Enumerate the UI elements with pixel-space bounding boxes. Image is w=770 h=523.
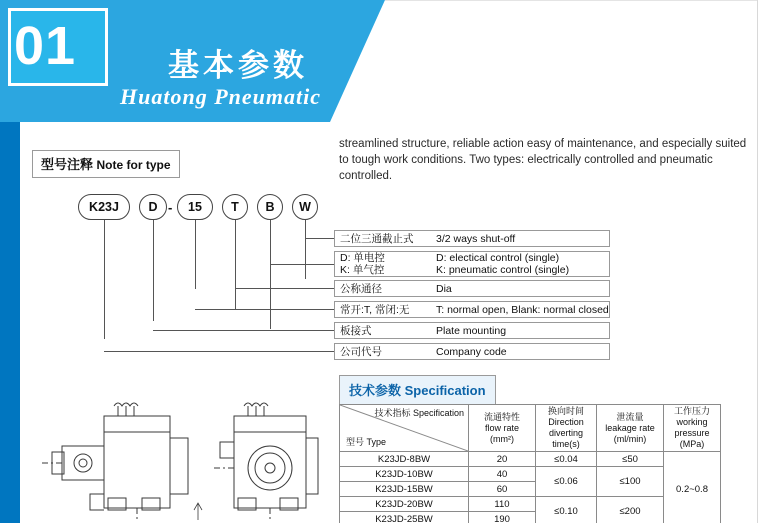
col-pressure-unit: (MPa) xyxy=(679,439,705,449)
openclose-desc-en: T: normal open, Blank: normal closed xyxy=(436,303,609,316)
leader-vline-1 xyxy=(104,220,105,339)
cell-leak: ≤50 xyxy=(597,452,664,467)
cell-time: ≤0.10 xyxy=(536,497,597,523)
cell-leak: ≤200 xyxy=(597,497,664,523)
leader-hline-5 xyxy=(153,330,334,331)
note-heading-en: Note for type xyxy=(96,158,171,172)
leader-hline-2 xyxy=(270,264,334,265)
leader-hline-6 xyxy=(104,351,334,352)
header-banner xyxy=(0,0,385,122)
leader-hline-1 xyxy=(305,238,334,239)
specification-table xyxy=(339,404,721,523)
col-leak-unit: (ml/min) xyxy=(613,433,647,444)
product-technical-drawing xyxy=(22,398,322,523)
code-box-dia: 15 xyxy=(177,194,213,220)
cell-type: K23JD-20BW xyxy=(340,497,469,512)
leader-vline-6 xyxy=(305,220,306,279)
cell-type: K23JD-10BW xyxy=(340,467,469,482)
col-flow-en: flow rate xyxy=(484,422,519,433)
code-box-series: K23J xyxy=(78,194,130,220)
type-desc-cn: 二位三通截止式 xyxy=(340,233,414,245)
cell-type: K23JD-25BW xyxy=(340,512,469,523)
dia-desc-en: Dia xyxy=(436,282,452,295)
corner-type-label: 型号 Type xyxy=(346,437,387,447)
banner-title: 基本参数 xyxy=(168,48,308,83)
table-row xyxy=(340,452,721,467)
col-flow-unit: (mm²) xyxy=(490,433,514,444)
col-flow-cn: 流通特性 xyxy=(483,411,520,422)
openclose-desc-cn: 常开:T, 常闭:无 xyxy=(340,304,410,316)
leader-hline-4 xyxy=(195,309,334,310)
leader-vline-2 xyxy=(153,220,154,321)
note-for-type-heading xyxy=(32,150,180,178)
code-box-mounting: B xyxy=(257,194,283,220)
spec-heading-cn: 技术参数 xyxy=(349,383,402,398)
company-desc-cn: 公司代号 xyxy=(340,346,382,358)
type-desc-row xyxy=(334,322,610,339)
banner-subtitle: Huatong Pneumatic xyxy=(120,84,321,109)
code-box-normal-open: T xyxy=(222,194,248,220)
type-desc-row xyxy=(334,301,610,318)
type-desc-row xyxy=(334,343,610,360)
type-desc-row xyxy=(334,230,610,247)
col-time-en: Direction diverting xyxy=(548,417,584,438)
mounting-desc-en: Plate mounting xyxy=(436,324,507,337)
valve-drawing-icon xyxy=(22,398,322,523)
table-corner-cell xyxy=(340,405,469,452)
col-diverting-time xyxy=(536,405,597,452)
right-divider xyxy=(757,0,758,523)
table-row xyxy=(340,497,721,512)
control-desc-cn-1: D: 单电控 xyxy=(340,252,385,264)
leader-vline-4 xyxy=(235,220,236,309)
cell-type: K23JD-8BW xyxy=(340,452,469,467)
cell-time: ≤0.06 xyxy=(536,467,597,497)
col-pressure-cn: 工作压力 xyxy=(673,406,710,416)
leader-hline-3 xyxy=(235,288,334,289)
corner-spec-label: 技术指标 Specification xyxy=(374,408,464,418)
company-desc-en: Company code xyxy=(436,345,507,358)
specification-heading xyxy=(339,375,496,405)
leader-vline-3 xyxy=(195,220,196,289)
type-desc-row xyxy=(334,251,610,277)
col-leakage-rate xyxy=(597,405,664,452)
control-desc-en-2: K: pneumatic control (single) xyxy=(436,264,570,276)
col-leak-cn: 泄流量 xyxy=(616,411,644,422)
type-desc-en: 3/2 ways shut-off xyxy=(436,232,516,245)
cell-flow: 190 xyxy=(469,512,536,523)
cell-type: K23JD-15BW xyxy=(340,482,469,497)
type-desc-row xyxy=(334,280,610,297)
control-desc-en xyxy=(431,252,609,276)
note-heading-cn: 型号注释 xyxy=(41,157,94,172)
table-header-row xyxy=(340,405,721,452)
intro-paragraph: streamlined structure, reliable action easy of maintenance, and especially suited to tough work conditions. Two types: electrically controlled and pneumatic controlled. xyxy=(339,138,747,182)
dia-desc-cn: 公称通径 xyxy=(340,283,382,295)
control-desc-cn-2: K: 单气控 xyxy=(340,264,385,276)
code-separator: - xyxy=(168,200,173,215)
cell-flow: 20 xyxy=(469,452,536,467)
control-desc-cn xyxy=(335,252,431,276)
banner-number: 01 xyxy=(14,16,77,76)
col-time-unit: time(s) xyxy=(552,439,580,449)
col-flow-rate xyxy=(469,405,536,452)
cell-pressure: 0.2~0.8 xyxy=(664,452,721,523)
control-desc-en-1: D: electical control (single) xyxy=(436,252,560,264)
spec-heading-en: Specification xyxy=(404,383,486,398)
col-pressure-en: working pressure xyxy=(674,417,710,438)
code-box-control: D xyxy=(139,194,167,220)
cell-time: ≤0.04 xyxy=(536,452,597,467)
col-working-pressure xyxy=(664,405,721,452)
cell-leak: ≤100 xyxy=(597,467,664,497)
top-divider xyxy=(385,0,757,1)
table-row xyxy=(340,467,721,482)
cell-flow: 110 xyxy=(469,497,536,512)
mounting-desc-cn: 板接式 xyxy=(340,325,372,337)
leader-vline-5 xyxy=(270,220,271,329)
col-leak-en: leakage rate xyxy=(605,422,655,433)
code-box-company: W xyxy=(292,194,318,220)
col-time-cn: 换向时间 xyxy=(547,406,584,416)
cell-flow: 40 xyxy=(469,467,536,482)
cell-flow: 60 xyxy=(469,482,536,497)
